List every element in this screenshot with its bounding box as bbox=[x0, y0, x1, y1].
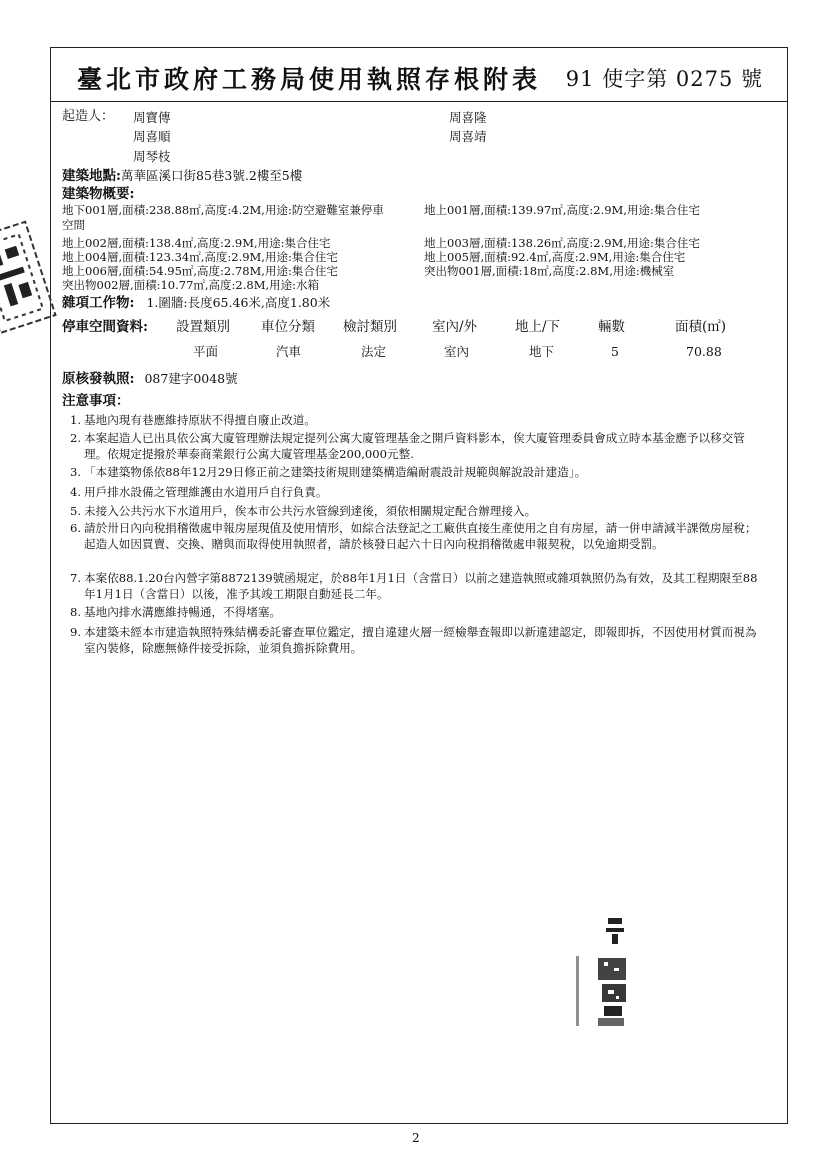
permit-number: 91 使字第 0275 號 bbox=[565, 67, 763, 91]
note-item: 4. 用戶排水設備之管理維護由水道用戶自行負責。 bbox=[70, 485, 328, 499]
original-permit-label: 原核發執照: bbox=[62, 371, 135, 387]
parking-header-count: 輛數 bbox=[598, 319, 625, 335]
notes-label: 注意事項： bbox=[62, 393, 130, 409]
parking-header-indoor-outdoor: 室內/外 bbox=[432, 319, 478, 335]
note-item: 1. 基地內現有巷應維持原狀不得擅自廢止改道。 bbox=[70, 413, 316, 427]
parking-cell-space-type: 汽車 bbox=[276, 344, 302, 359]
overview-line-left: 空間 bbox=[62, 218, 85, 232]
parking-cell-above-below: 地下 bbox=[529, 344, 555, 359]
overview-line-left: 地上004層,面積:123.34㎡,高度:2.9M,用途:集合住宅 bbox=[62, 250, 338, 264]
parking-cell-review-type: 法定 bbox=[361, 344, 387, 359]
document-title: 臺北市政府工務局使用執照存根附表 bbox=[77, 65, 542, 94]
overview-label: 建築物概要: bbox=[62, 186, 135, 202]
misc-works-label: 雜項工作物: bbox=[62, 295, 135, 311]
parking-header-category: 設置類別 bbox=[176, 319, 230, 335]
note-item: 8. 基地內排水溝應維持暢通，不得堵塞。 bbox=[70, 605, 282, 619]
seal-stamp-right bbox=[568, 918, 638, 1038]
site-label: 建築地點: bbox=[62, 168, 121, 184]
parking-header-space-type: 車位分類 bbox=[261, 319, 315, 335]
note-item: 2. 本案起造人已出具依公寓大廈管理辦法規定提列公寓大廈管理基金之開戶資料影本，俟大廈管理委員會成立時本基金應予以移交管理。依規定提撥於華泰商業銀行公寓大廈管理基金200,000元整. bbox=[70, 431, 745, 461]
overview-line-left: 地上006層,面積:54.95㎡,高度:2.78M,用途:集合住宅 bbox=[62, 264, 338, 278]
overview-line-right: 地上005層,面積:92.4㎡,高度:2.9M,用途:集合住宅 bbox=[424, 250, 686, 264]
overview-line-left: 地下001層,面積:238.88㎡,高度:4.2M,用途:防空避難室兼停車 bbox=[62, 203, 384, 217]
parking-cell-count: 5 bbox=[611, 344, 619, 359]
builder-name-3: 周喜順 bbox=[133, 129, 171, 144]
note-item: 3. 「本建築物係依88年12月29日修正前之建築技術規則建築構造編耐震設計規範與解說設計建造」。 bbox=[70, 465, 587, 479]
note-item: 7. 本案依88.1.20台內營字第8872139號函規定，於88年1月1日（含當日）以前之建造執照或雜項執照仍為有效，及其工程期限至88年1月1日（含當日）以後，准予其竣工期限自動延長二年。 bbox=[70, 571, 758, 601]
builder-name-2: 周喜隆 bbox=[449, 110, 487, 125]
parking-label: 停車空間資料: bbox=[62, 319, 148, 335]
overview-line-left: 突出物002層,面積:10.77㎡,高度:2.8M,用途:水箱 bbox=[62, 278, 320, 292]
note-item: 6. 請於卅日內向稅捐稽徵處申報房屋現值及使用情形，如綜合法登記之工廠供直接生產使用之自有房屋，請一併申請減半課徵房屋稅；起造人如因買賣、交換、贈與而取得使用執照者，請於核發日起六十日內向稅捐稽徵處申報契稅，以免逾期受罰。 bbox=[70, 521, 757, 551]
parking-cell-area: 70.88 bbox=[686, 344, 722, 359]
overview-line-left: 地上002層,面積:138.4㎡,高度:2.9M,用途:集合住宅 bbox=[62, 236, 331, 250]
parking-cell-category: 平面 bbox=[193, 344, 219, 359]
builders-label: 起造人： bbox=[62, 109, 115, 124]
parking-cell-indoor-outdoor: 室內 bbox=[444, 344, 470, 359]
overview-line-right: 地上001層,面積:139.97㎡,高度:2.9M,用途:集合住宅 bbox=[424, 203, 700, 217]
note-item: 5. 未接入公共污水下水道用戶，俟本市公共污水管線到達後，須依相關規定配合辦理接入。 bbox=[70, 504, 537, 518]
site-value: 萬華區溪口街85巷3號.2樓至5樓 bbox=[120, 168, 303, 183]
builder-name-4: 周喜靖 bbox=[449, 129, 487, 144]
original-permit-value: 087建字0048號 bbox=[144, 371, 238, 386]
page-number: 2 bbox=[412, 1131, 420, 1145]
note-item: 9. 本建築未經本市建造執照特殊結構委託審查單位鑑定，擅自違建火層一經檢舉查報即以新違建認定，即報即拆，不因使用材質而視為室內裝修，除應無條件接受拆除，並須負擔拆除費用。 bbox=[70, 625, 757, 655]
builder-name-5: 周琴枝 bbox=[133, 149, 171, 164]
overview-line-right: 突出物001層,面積:18㎡,高度:2.8M,用途:機械室 bbox=[424, 264, 675, 278]
misc-works-value: 1.圍牆:長度65.46米,高度1.80米 bbox=[146, 295, 331, 310]
parking-header-area: 面積(㎡) bbox=[675, 319, 727, 335]
builder-name-1: 周寶傳 bbox=[133, 110, 171, 125]
parking-header-above-below: 地上/下 bbox=[515, 319, 561, 335]
parking-header-review-type: 檢討類別 bbox=[343, 319, 397, 335]
overview-line-right: 地上003層,面積:138.26㎡,高度:2.9M,用途:集合住宅 bbox=[424, 236, 700, 250]
document-header bbox=[51, 48, 787, 102]
